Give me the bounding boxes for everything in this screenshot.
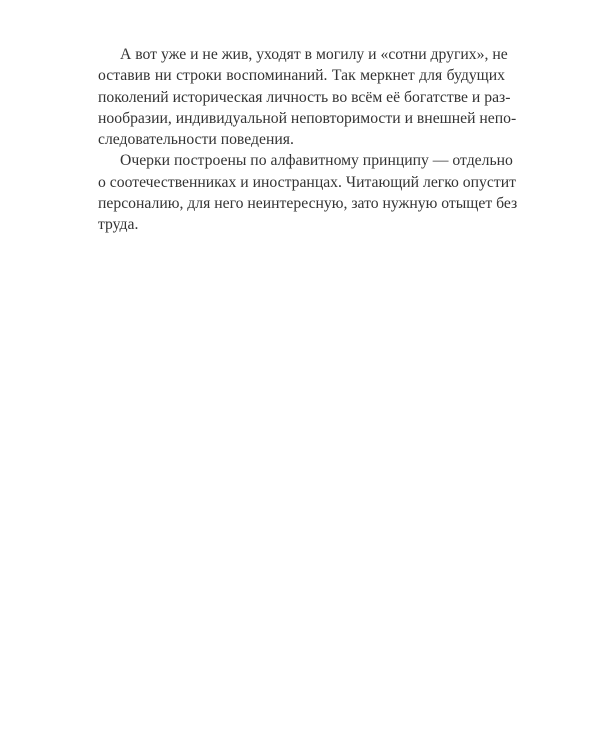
text-line: оставив ни строки воспоминаний. Так меркнет для будущих [98, 67, 505, 85]
text-line: следовательности поведения. [98, 131, 294, 149]
text-line: А вот уже и не жив, уходят в могилу и «сотни других», не [120, 46, 508, 63]
text-line: персоналию, для него неинтересную, зато нужную отыщет без [98, 195, 518, 213]
text-line: труда. [98, 216, 139, 234]
body-text [98, 44, 518, 236]
text-line: о соотечественниках и иностранцах. Читающий легко опустит [98, 173, 516, 191]
paragraph-1 [98, 44, 517, 150]
text-line: нообразии, индивидуальной неповторимости и внешней непо- [98, 109, 517, 127]
text-line: Очерки построены по алфавитному принципу — отдельно [120, 152, 513, 170]
paragraph-2 [98, 150, 518, 235]
text-line: поколений историческая личность во всём её богатстве и раз- [98, 88, 511, 106]
